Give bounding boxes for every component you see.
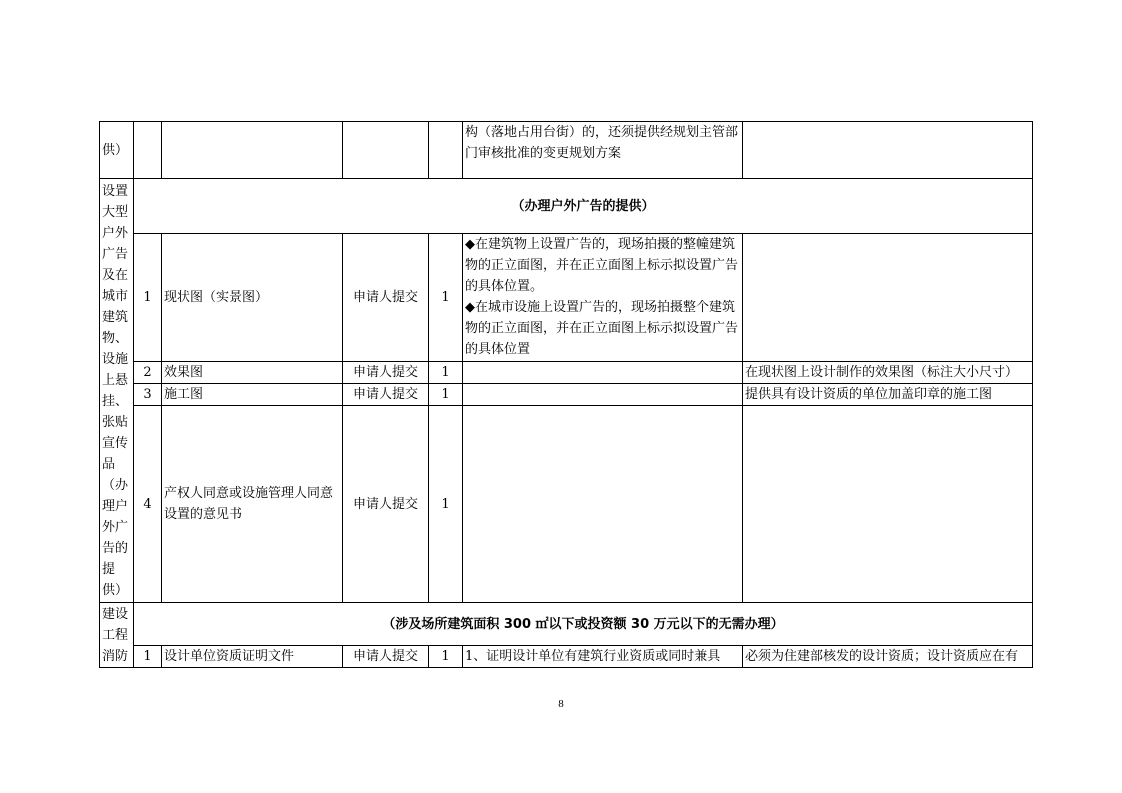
requirement-line: ◆在城市设施上设置广告的，现场拍摄整个建筑物的正立面图，并在正立面图上标示拟设置广告的具体位置 xyxy=(465,300,739,357)
name-cell: 现状图（实景图） xyxy=(162,234,343,362)
notes-cell xyxy=(743,234,1033,362)
table-row xyxy=(100,406,1033,603)
category-cell: 供） xyxy=(100,122,134,179)
name-cell: 产权人同意或设施管理人同意设置的意见书 xyxy=(162,406,343,603)
section-header-row xyxy=(100,179,1033,234)
table-row xyxy=(100,384,1033,406)
num-cell: 1 xyxy=(134,234,162,362)
name-cell: 效果图 xyxy=(162,362,343,384)
num-cell: 3 xyxy=(134,384,162,406)
materials-table xyxy=(99,121,1033,668)
notes-cell xyxy=(743,122,1033,179)
name-cell: 施工图 xyxy=(162,384,343,406)
name-cell xyxy=(162,122,343,179)
category-cell: 设置大型户外广告及在城市建筑物、设施上悬挂、张贴宣传品（办理户外广告的提供） xyxy=(100,179,134,603)
requirement-cell xyxy=(463,406,743,603)
section-title: （办理户外广告的提供） xyxy=(134,179,1033,234)
notes-cell: 提供具有设计资质的单位加盖印章的施工图 xyxy=(743,384,1033,406)
submit-cell xyxy=(343,122,429,179)
name-cell: 设计单位资质证明文件 xyxy=(162,646,343,668)
notes-cell: 必须为住建部核发的设计资质；设计资质应在有 xyxy=(743,646,1033,668)
section-title: （涉及场所建筑面积 300 ㎡以下或投资额 30 万元以下的无需办理） xyxy=(134,603,1033,646)
requirement-cell xyxy=(463,234,743,362)
requirement-cell: 1、证明设计单位有建筑行业资质或同时兼具 xyxy=(463,646,743,668)
count-cell: 1 xyxy=(429,406,463,603)
notes-cell xyxy=(743,406,1033,603)
requirement-cell xyxy=(463,362,743,384)
table-row xyxy=(100,646,1033,668)
submit-cell: 申请人提交 xyxy=(343,406,429,603)
table-row xyxy=(100,362,1033,384)
count-cell: 1 xyxy=(429,646,463,668)
count-cell: 1 xyxy=(429,384,463,406)
num-cell: 1 xyxy=(134,646,162,668)
category-cell: 建设工程消防 xyxy=(100,603,134,668)
num-cell: 4 xyxy=(134,406,162,603)
table-row xyxy=(100,122,1033,179)
count-cell: 1 xyxy=(429,234,463,362)
section-header-row xyxy=(100,603,1033,646)
requirement-line: ◆在建筑物上设置广告的，现场拍摄的整幢建筑物的正立面图，并在正立面图上标示拟设置广告的具体位置。 xyxy=(465,237,739,294)
num-cell: 2 xyxy=(134,362,162,384)
notes-cell: 在现状图上设计制作的效果图（标注大小尺寸） xyxy=(743,362,1033,384)
submit-cell: 申请人提交 xyxy=(343,646,429,668)
submit-cell: 申请人提交 xyxy=(343,234,429,362)
count-cell xyxy=(429,122,463,179)
page-number: 8 xyxy=(558,698,564,710)
submit-cell: 申请人提交 xyxy=(343,384,429,406)
submit-cell: 申请人提交 xyxy=(343,362,429,384)
num-cell xyxy=(134,122,162,179)
requirement-cell xyxy=(463,384,743,406)
requirement-cell: 构（落地占用台街）的，还须提供经规划主管部门审核批准的变更规划方案 xyxy=(463,122,743,179)
count-cell: 1 xyxy=(429,362,463,384)
table-row xyxy=(100,234,1033,362)
